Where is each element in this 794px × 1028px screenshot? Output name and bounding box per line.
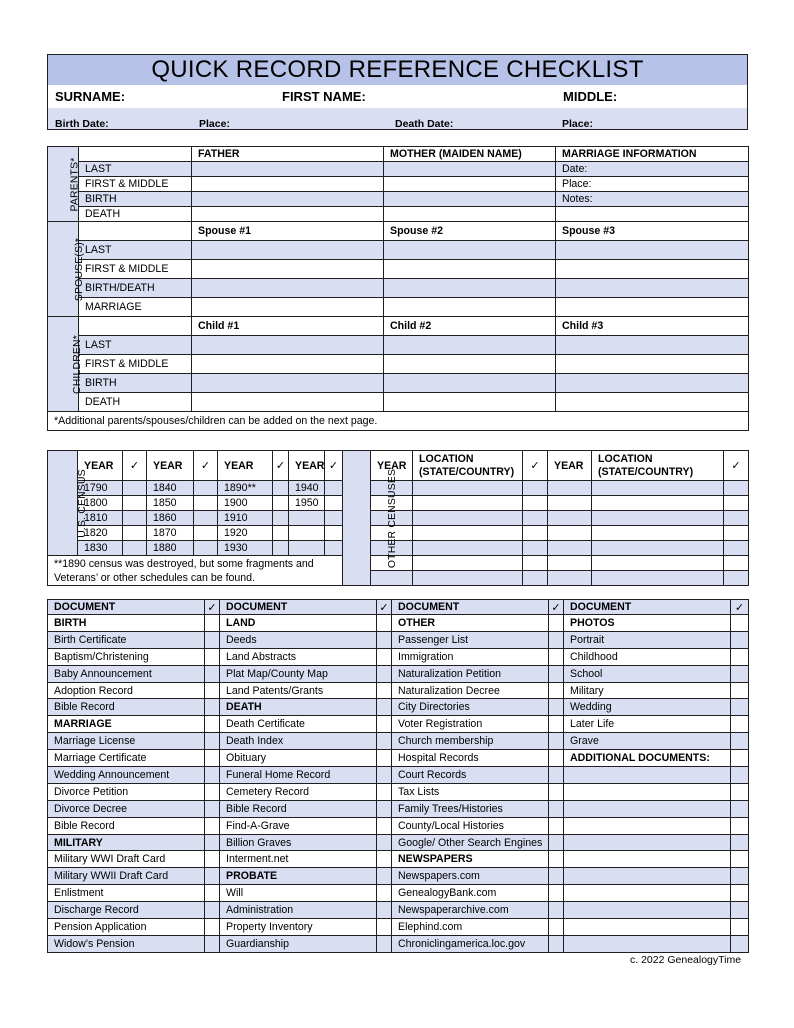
- footer-credit: c. 2022 GenealogyTime: [630, 954, 742, 966]
- document-item: Divorce Petition: [48, 783, 205, 800]
- document-checkbox[interactable]: [549, 767, 564, 784]
- census-note: **1890 census was destroyed, but some fragments and Veterans’ or other schedules can be found.: [48, 556, 343, 586]
- document-checkbox[interactable]: [205, 919, 220, 936]
- document-item: Administration: [220, 902, 377, 919]
- check-icon: ✓: [377, 600, 392, 615]
- family-section: [47, 146, 748, 431]
- document-item: Childhood: [564, 648, 731, 665]
- document-checkbox[interactable]: [549, 817, 564, 834]
- check-icon: ✓: [194, 451, 218, 481]
- spouses-label: SPOUSE(S)*: [48, 222, 79, 317]
- document-item: [564, 885, 731, 902]
- document-item: Widow’s Pension: [48, 935, 205, 952]
- check-icon: ✓: [273, 451, 289, 481]
- document-category: PROBATE: [220, 868, 377, 885]
- document-item: Court Records: [392, 767, 549, 784]
- document-checkbox[interactable]: [549, 851, 564, 868]
- document-header: DOCUMENT: [392, 600, 549, 615]
- document-checkbox[interactable]: [731, 885, 749, 902]
- document-row: [48, 935, 749, 952]
- document-item: Interment.net: [220, 851, 377, 868]
- document-checkbox[interactable]: [731, 648, 749, 665]
- document-checkbox[interactable]: [205, 834, 220, 851]
- document-checkbox[interactable]: [377, 935, 392, 952]
- middle-label: MIDDLE:: [563, 89, 618, 104]
- document-row: [48, 699, 749, 716]
- document-item: Tax Lists: [392, 783, 549, 800]
- document-checkbox[interactable]: [549, 682, 564, 699]
- document-category: NEWSPAPERS: [392, 851, 549, 868]
- document-checkbox[interactable]: [731, 615, 749, 632]
- document-row: [48, 631, 749, 648]
- document-item: Hospital Records: [392, 750, 549, 767]
- document-checkbox[interactable]: [205, 615, 220, 632]
- document-item: Elephind.com: [392, 919, 549, 936]
- census-checkbox[interactable]: [273, 511, 289, 526]
- document-checkbox[interactable]: [205, 800, 220, 817]
- child-2-header: Child #2: [384, 317, 556, 336]
- document-checkbox[interactable]: [549, 733, 564, 750]
- document-item: City Directories: [392, 699, 549, 716]
- document-item: Land Abstracts: [220, 648, 377, 665]
- census-checkbox[interactable]: [194, 481, 218, 496]
- header-block: [47, 54, 748, 130]
- document-item: Bible Record: [48, 817, 205, 834]
- document-item: [564, 800, 731, 817]
- document-row: [48, 648, 749, 665]
- marriage-date-field[interactable]: Date:: [556, 162, 749, 177]
- child-1-header: Child #1: [192, 317, 384, 336]
- document-checkbox[interactable]: [549, 868, 564, 885]
- document-item: [564, 868, 731, 885]
- document-row: [48, 885, 749, 902]
- document-row: [48, 902, 749, 919]
- document-checkbox[interactable]: [731, 631, 749, 648]
- check-icon: ✓: [205, 600, 220, 615]
- document-checkbox[interactable]: [549, 615, 564, 632]
- spouse-3-header: Spouse #3: [556, 222, 749, 241]
- document-checkbox[interactable]: [549, 902, 564, 919]
- document-row: [48, 800, 749, 817]
- document-checkbox[interactable]: [205, 935, 220, 952]
- document-category: OTHER: [392, 615, 549, 632]
- document-item: [564, 767, 731, 784]
- census-checkbox[interactable]: [194, 526, 218, 541]
- document-item: Chroniclingamerica.loc.gov: [392, 935, 549, 952]
- document-item: Church membership: [392, 733, 549, 750]
- document-item: Wedding Announcement: [48, 767, 205, 784]
- document-category: DEATH: [220, 699, 377, 716]
- document-checkbox[interactable]: [205, 767, 220, 784]
- document-header: DOCUMENT: [220, 600, 377, 615]
- document-checkbox[interactable]: [377, 834, 392, 851]
- document-checkbox[interactable]: [731, 935, 749, 952]
- us-census-label: U.S. CENSUS: [48, 451, 78, 556]
- document-category: PHOTOS: [564, 615, 731, 632]
- census-checkbox[interactable]: [273, 526, 289, 541]
- document-checkbox[interactable]: [205, 682, 220, 699]
- document-checkbox[interactable]: [205, 648, 220, 665]
- document-row: [48, 851, 749, 868]
- document-checkbox[interactable]: [377, 648, 392, 665]
- check-icon: ✓: [724, 451, 749, 481]
- document-item: Bible Record: [48, 699, 205, 716]
- mother-header: MOTHER (MAIDEN NAME): [384, 147, 556, 162]
- document-item: Land Patents/Grants: [220, 682, 377, 699]
- document-checkbox[interactable]: [731, 682, 749, 699]
- document-checkbox[interactable]: [205, 783, 220, 800]
- document-checkbox[interactable]: [377, 750, 392, 767]
- document-item: Marriage License: [48, 733, 205, 750]
- document-item: Pension Application: [48, 919, 205, 936]
- document-item: Wedding: [564, 699, 731, 716]
- document-row: [48, 615, 749, 632]
- document-header: DOCUMENT: [48, 600, 205, 615]
- document-checkbox[interactable]: [731, 817, 749, 834]
- marriage-info-header: MARRIAGE INFORMATION: [556, 147, 749, 162]
- document-checkbox[interactable]: [731, 750, 749, 767]
- census-checkbox[interactable]: [194, 541, 218, 556]
- document-item: Baby Announcement: [48, 665, 205, 682]
- mother-birth-field[interactable]: [384, 192, 556, 207]
- document-checkbox[interactable]: [377, 851, 392, 868]
- document-row: [48, 817, 749, 834]
- document-checkbox[interactable]: [549, 648, 564, 665]
- document-checkbox[interactable]: [731, 733, 749, 750]
- census-checkbox[interactable]: [325, 496, 343, 511]
- document-checkbox[interactable]: [205, 665, 220, 682]
- census-row: 1830 1880 1930: [48, 541, 749, 556]
- father-first-field[interactable]: [192, 177, 384, 192]
- father-death-field[interactable]: [192, 207, 384, 222]
- check-icon: ✓: [325, 451, 343, 481]
- document-item: Adoption Record: [48, 682, 205, 699]
- document-item: Enlistment: [48, 885, 205, 902]
- death-place-label: Place:: [562, 118, 593, 130]
- census-section: [47, 450, 748, 586]
- document-checkbox[interactable]: [377, 885, 392, 902]
- census-checkbox[interactable]: [123, 511, 147, 526]
- marriage-notes-field[interactable]: Notes:: [556, 192, 749, 207]
- document-item: [564, 935, 731, 952]
- document-item: Voter Registration: [392, 716, 549, 733]
- census-checkbox[interactable]: [194, 511, 218, 526]
- document-item: [564, 834, 731, 851]
- document-checkbox[interactable]: [549, 631, 564, 648]
- document-item: Google/ Other Search Engines: [392, 834, 549, 851]
- document-category: MILITARY: [48, 834, 205, 851]
- document-checkbox[interactable]: [377, 615, 392, 632]
- document-checkbox[interactable]: [377, 665, 392, 682]
- page-title: QUICK RECORD REFERENCE CHECKLIST: [48, 55, 747, 85]
- document-item: [564, 919, 731, 936]
- other-censuses-label: OTHER CENSUSES: [343, 451, 371, 586]
- child-row: FIRST & MIDDLE: [48, 355, 749, 374]
- document-checkbox[interactable]: [731, 783, 749, 800]
- document-category: BIRTH: [48, 615, 205, 632]
- document-item: Will: [220, 885, 377, 902]
- document-item: Birth Certificate: [48, 631, 205, 648]
- document-item: Death Index: [220, 733, 377, 750]
- first-name-label: FIRST NAME:: [282, 89, 366, 104]
- document-row: [48, 834, 749, 851]
- document-item: Billion Graves: [220, 834, 377, 851]
- document-item: [564, 817, 731, 834]
- document-item: Funeral Home Record: [220, 767, 377, 784]
- check-icon: ✓: [549, 600, 564, 615]
- document-item: County/Local Histories: [392, 817, 549, 834]
- document-item: Immigration: [392, 648, 549, 665]
- document-item: Baptism/Christening: [48, 648, 205, 665]
- document-checkbox[interactable]: [205, 699, 220, 716]
- document-item: Passenger List: [392, 631, 549, 648]
- census-checkbox[interactable]: [273, 496, 289, 511]
- document-checkbox[interactable]: [549, 699, 564, 716]
- document-checkbox[interactable]: [377, 800, 392, 817]
- census-row: 1800 1850 1900 1950: [48, 496, 749, 511]
- document-checkbox[interactable]: [377, 817, 392, 834]
- surname-label: SURNAME:: [55, 89, 126, 104]
- check-icon: ✓: [123, 451, 147, 481]
- census-checkbox[interactable]: [123, 481, 147, 496]
- document-category: LAND: [220, 615, 377, 632]
- document-item: Discharge Record: [48, 902, 205, 919]
- document-row: [48, 919, 749, 936]
- document-checkbox[interactable]: [377, 733, 392, 750]
- census-checkbox[interactable]: [325, 481, 343, 496]
- parent-row: FIRST & MIDDLE Place:: [48, 177, 749, 192]
- death-date-label: Death Date:: [395, 118, 454, 130]
- father-last-field[interactable]: [192, 162, 384, 177]
- census-checkbox[interactable]: [194, 496, 218, 511]
- spouse-2-header: Spouse #2: [384, 222, 556, 241]
- documents-table: [47, 599, 749, 953]
- document-row: [48, 750, 749, 767]
- document-checkbox[interactable]: [377, 919, 392, 936]
- census-checkbox[interactable]: [123, 541, 147, 556]
- document-checkbox[interactable]: [205, 716, 220, 733]
- document-row: [48, 868, 749, 885]
- document-checkbox[interactable]: [549, 834, 564, 851]
- spouse-row: LAST: [48, 241, 749, 260]
- mother-last-field[interactable]: [384, 162, 556, 177]
- document-checkbox[interactable]: [549, 716, 564, 733]
- document-item: Bible Record: [220, 800, 377, 817]
- document-checkbox[interactable]: [731, 834, 749, 851]
- document-item: Military WWII Draft Card: [48, 868, 205, 885]
- census-checkbox[interactable]: [123, 526, 147, 541]
- document-checkbox[interactable]: [205, 885, 220, 902]
- dates-row: [48, 108, 747, 129]
- spouse-row: MARRIAGE: [48, 298, 749, 317]
- documents-section: [47, 599, 748, 953]
- document-header: DOCUMENT: [564, 600, 731, 615]
- document-checkbox[interactable]: [731, 665, 749, 682]
- document-item: Family Trees/Histories: [392, 800, 549, 817]
- document-checkbox[interactable]: [205, 902, 220, 919]
- child-row: BIRTH: [48, 374, 749, 393]
- document-checkbox[interactable]: [205, 733, 220, 750]
- document-item: Newspapers.com: [392, 868, 549, 885]
- document-item: Plat Map/County Map: [220, 665, 377, 682]
- birth-date-label: Birth Date:: [55, 118, 109, 130]
- document-checkbox[interactable]: [731, 767, 749, 784]
- document-checkbox[interactable]: [205, 868, 220, 885]
- census-table: U.S. CENSUS YEAR ✓ YEAR ✓ YEAR ✓ YEAR ✓ OTHER CENSUSES YEAR LOCATION (STATE/COUNTRY) ✓ YEAR LOCATION (STATE/COUNTRY) ✓ 1790 1840 1890** 1940 1800 1850 1900 1950 1810 1860 1910 1820 1870 1920 1830 1880 1930 **1890 census was destroyed, but some fragments and Veterans’ or other schedules can be found.: [47, 450, 749, 586]
- document-item: Find-A-Grave: [220, 817, 377, 834]
- document-checkbox[interactable]: [731, 699, 749, 716]
- document-item: [564, 783, 731, 800]
- document-checkbox[interactable]: [731, 716, 749, 733]
- location-header: LOCATION (STATE/COUNTRY): [592, 451, 724, 481]
- document-item: Property Inventory: [220, 919, 377, 936]
- mother-death-field[interactable]: [384, 207, 556, 222]
- name-row: [48, 85, 747, 108]
- document-checkbox[interactable]: [205, 817, 220, 834]
- document-item: Military WWI Draft Card: [48, 851, 205, 868]
- child-row: DEATH: [48, 393, 749, 412]
- document-checkbox[interactable]: [549, 750, 564, 767]
- document-checkbox[interactable]: [731, 868, 749, 885]
- family-table: [47, 146, 749, 431]
- document-row: [48, 783, 749, 800]
- document-row: [48, 733, 749, 750]
- document-row: [48, 716, 749, 733]
- document-checkbox[interactable]: [205, 851, 220, 868]
- document-item: Later Life: [564, 716, 731, 733]
- census-checkbox[interactable]: [273, 481, 289, 496]
- document-item: Guardianship: [220, 935, 377, 952]
- document-category: MARRIAGE: [48, 716, 205, 733]
- marriage-notes-field-2[interactable]: [556, 207, 749, 222]
- spouse-row: FIRST & MIDDLE: [48, 260, 749, 279]
- document-checkbox[interactable]: [549, 919, 564, 936]
- document-category: ADDITIONAL DOCUMENTS:: [564, 750, 731, 767]
- census-row: 1810 1860 1910: [48, 511, 749, 526]
- spouse-1-header: Spouse #1: [192, 222, 384, 241]
- document-item: Military: [564, 682, 731, 699]
- document-checkbox[interactable]: [377, 868, 392, 885]
- document-checkbox[interactable]: [377, 631, 392, 648]
- document-item: Marriage Certificate: [48, 750, 205, 767]
- document-item: [564, 902, 731, 919]
- document-item: Grave: [564, 733, 731, 750]
- document-checkbox[interactable]: [731, 919, 749, 936]
- check-icon: ✓: [731, 600, 749, 615]
- document-item: Cemetery Record: [220, 783, 377, 800]
- child-3-header: Child #3: [556, 317, 749, 336]
- document-checkbox[interactable]: [205, 750, 220, 767]
- document-checkbox[interactable]: [377, 783, 392, 800]
- document-checkbox[interactable]: [731, 902, 749, 919]
- parent-row: DEATH: [48, 207, 749, 222]
- document-checkbox[interactable]: [377, 902, 392, 919]
- child-row: LAST: [48, 336, 749, 355]
- document-item: Deeds: [220, 631, 377, 648]
- census-checkbox[interactable]: [273, 541, 289, 556]
- parent-row: LAST Date:: [48, 162, 749, 177]
- document-checkbox[interactable]: [549, 665, 564, 682]
- document-item: Obituary: [220, 750, 377, 767]
- mother-first-field[interactable]: [384, 177, 556, 192]
- document-checkbox[interactable]: [549, 935, 564, 952]
- parents-label: PARENTS*: [48, 147, 79, 222]
- document-checkbox[interactable]: [205, 631, 220, 648]
- marriage-place-field[interactable]: Place:: [556, 177, 749, 192]
- spouse-row: BIRTH/DEATH: [48, 279, 749, 298]
- document-item: [564, 851, 731, 868]
- document-row: [48, 665, 749, 682]
- document-item: Divorce Decree: [48, 800, 205, 817]
- document-item: Portrait: [564, 631, 731, 648]
- birth-place-label: Place:: [199, 118, 230, 130]
- census-row: 1790 1840 1890** 1940: [48, 481, 749, 496]
- document-checkbox[interactable]: [731, 800, 749, 817]
- document-checkbox[interactable]: [377, 682, 392, 699]
- document-item: Naturalization Petition: [392, 665, 549, 682]
- document-checkbox[interactable]: [549, 800, 564, 817]
- document-checkbox[interactable]: [549, 783, 564, 800]
- family-note: *Additional parents/spouses/children can be added on the next page.: [48, 412, 749, 431]
- father-header: FATHER: [192, 147, 384, 162]
- children-label: CHILDREN*: [48, 317, 79, 412]
- document-item: School: [564, 665, 731, 682]
- document-checkbox[interactable]: [731, 851, 749, 868]
- document-item: Naturalization Decree: [392, 682, 549, 699]
- document-checkbox[interactable]: [377, 767, 392, 784]
- parent-row: BIRTH Notes:: [48, 192, 749, 207]
- location-header: LOCATION (STATE/COUNTRY): [413, 451, 523, 481]
- father-birth-field[interactable]: [192, 192, 384, 207]
- census-row: 1820 1870 1920: [48, 526, 749, 541]
- document-checkbox[interactable]: [377, 699, 392, 716]
- document-item: Death Certificate: [220, 716, 377, 733]
- check-icon: ✓: [523, 451, 548, 481]
- census-checkbox[interactable]: [123, 496, 147, 511]
- document-row: [48, 767, 749, 784]
- document-checkbox[interactable]: [549, 885, 564, 902]
- document-checkbox[interactable]: [377, 716, 392, 733]
- document-item: GenealogyBank.com: [392, 885, 549, 902]
- document-row: [48, 682, 749, 699]
- document-item: Newspaperarchive.com: [392, 902, 549, 919]
